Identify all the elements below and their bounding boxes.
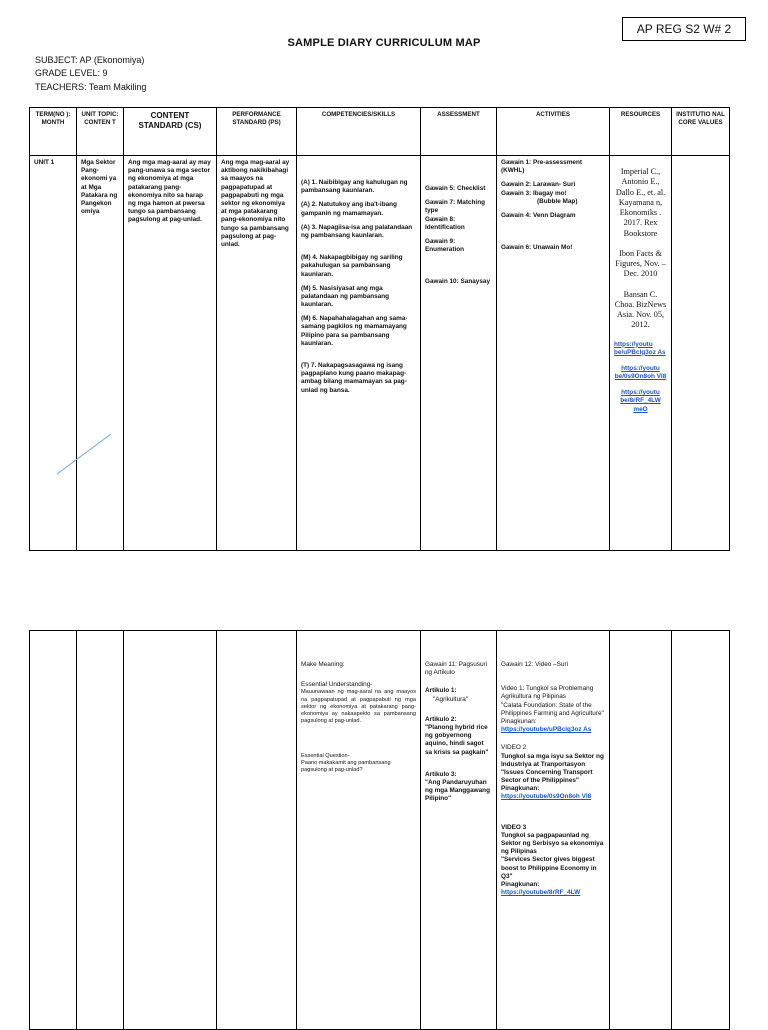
cell-topic (77, 631, 124, 1030)
curriculum-table-top (29, 107, 730, 551)
cell-core-values (672, 631, 730, 1030)
document-code: AP REG S2 W# 2 (636, 22, 732, 36)
assessment-item: Gawain 11: Pagsusuri ng Artikulo (425, 661, 488, 677)
video-title: Tungkol sa pagpapaunlad ng Sektor ng Serbisyo sa ekonomiya ng Pilipinas (501, 831, 604, 856)
cell-assessment (421, 156, 497, 551)
essential-question-label: Essential Question- (301, 753, 350, 760)
competency-item: (A) 2. Natutukoy ang iba't-ibang gampanin ng mamamayan. (301, 201, 397, 217)
activity-item: Gawain 12: Video –Suri (501, 661, 569, 668)
cell-core-values (672, 156, 730, 551)
source-label: Pinagkunan: (501, 717, 537, 725)
cell-activities (497, 631, 610, 1030)
competency-item: (M) 5. Nasisiyasat ang mga palatandaan ng pambansang kaunlaran. (301, 284, 390, 309)
cell-performance-standard: Ang mga mag-aaral ay aktibong nakikibahagi sa maayos na pagpapatupad at pagpapabuti ng mga sektor ng ekonomiya at mga patakarang pang-ekonomiya nito tungo sa pambansang pagsulong at pag-unlad. (217, 156, 297, 551)
activity-item: Gawain 3: Ibagay mo! (501, 189, 567, 197)
page-title: SAMPLE DIARY CURRICULUM MAP (287, 37, 481, 49)
col-header-activities: ACTIVITIES (497, 108, 610, 156)
article-label: Artikulo 1: (425, 687, 457, 695)
video-title: Tungkol sa mga isyu sa Sektor ng Industriya at Tranportasyon (501, 752, 604, 768)
resource-reference: Imperial C., Antonio E., Dallo E., et. al. Kayamana n, Ekonomiks . 2017. Rex Bookstore (615, 167, 666, 238)
essential-understanding-label: Essential Understanding- (301, 681, 373, 689)
video-link[interactable]: https://youtube/0s9On8oh VI8 (501, 793, 592, 801)
resource-reference: Ibon Facts & Figures, Nov. – Dec. 2010 (615, 248, 666, 279)
cell-competencies (297, 156, 421, 551)
competency-item: (A) 1. Naibibigay ang kahulugan ng pambansang kaunlaran. (301, 179, 408, 195)
teachers-line: TEACHERS: Team Makiling (35, 82, 147, 92)
article-title: "Planong hybrid rice ng gobyernong aquino, hindi sagot sa krisis sa pagkain" (425, 723, 489, 756)
activity-item: Gawain 1: Pre-assessment (KWHL) (501, 159, 582, 175)
competency-item: (A) 3. Napagiisa-isa ang palatandaan ng pambansang kaunlaran. (301, 223, 413, 239)
assessment-item: Gawain 9: Enumeration (425, 237, 465, 254)
cell-resources (610, 156, 672, 551)
grade-level-line: GRADE LEVEL: 9 (35, 68, 108, 78)
col-header-term: TERM(NO ): MONTH (30, 108, 77, 156)
video-description: "Issues Concerning Transport Sector of the Philippines" (501, 768, 593, 785)
col-header-content-standard: CONTENT STANDARD (CS) (124, 108, 217, 156)
cell-topic: Mga Sektor Pang-ekonomi ya at Mga Patakara ng Pangekon omiya (77, 156, 124, 551)
col-header-performance-standard: PERFORMANCE STANDARD (PS) (217, 108, 297, 156)
assessment-item: Gawain 7: Matching type (425, 199, 486, 215)
subject-line: SUBJECT: AP (Ekonomiya) (35, 55, 145, 65)
cell-assessment (421, 631, 497, 1030)
video-title: Video 1: Tungkol sa Problemang Agrikultura ng Pilipinas (501, 685, 594, 701)
essential-question-text: Paano makakamit ang pambansang pagsulong at pag-unlad? (301, 760, 391, 774)
article-label: Artikulo 3: (425, 770, 457, 778)
activity-item: Gawain 6: Unawain Mo! (501, 244, 573, 252)
col-header-resources: RESOURCES (610, 108, 672, 156)
cell-performance-standard (217, 631, 297, 1030)
curriculum-table-bottom (29, 630, 730, 1030)
article-title: "Ang Pandaruyuhan ng mga Manggawang Pilipino" (425, 778, 490, 803)
cell-term: UNIT 1 (30, 156, 77, 551)
resource-reference: Bansan C. Choa. BizNews Asia. Nov. 05, 2012. (614, 289, 667, 330)
activity-item: Gawain 4: Venn Diagram (501, 211, 576, 219)
col-header-assessment: ASSESSMENT (421, 108, 497, 156)
competency-item: (M) 6. Napahahalagahan ang sama-samang pagkilos ng mamamayang Pilipino para sa pambansang kaunlaran. (301, 315, 408, 347)
competency-item: (M) 4. Nakapagbibigay ng sariling pakahulugan sa pambansang kaunlaran. (301, 254, 403, 278)
video-link[interactable]: https://youtube/8rRF_4LW (501, 889, 581, 897)
pen-stroke-mark (55, 430, 115, 478)
source-label: Pinagkunan: (501, 880, 540, 888)
article-label: Artikulo 2: (425, 715, 457, 723)
make-meaning-label: Make Meaning: (301, 661, 345, 668)
col-header-core-values: INSTITUTIO NAL CORE VALUES (672, 108, 730, 156)
assessment-item: Gawain 5: Checklist (425, 185, 486, 192)
essential-understanding-text: Mauunawaan ng mag-aaral na ang maayos na pagpapatupad at pagpapabuti ng mga sektor ng ekonomiya at patakarang pang-ekonomiya ay nakaapekto sa pambansang pagsulong at pag-unlad. (301, 689, 416, 724)
cell-competencies (297, 631, 421, 1030)
col-header-competencies: COMPETENCIES/SKILLS (297, 108, 421, 156)
video-label: VIDEO 3 (501, 823, 527, 831)
video-description: "Calata Foundation: State of the Philippines Farming and Agriculture" (501, 701, 604, 717)
cell-content-standard: Ang mga mag-aaral ay may pang-unawa sa mga sector ng ekonomiya at mga patakarang pang-ekonomiya nito sa harap ng mga hamon at pwersa tungo sa pambansang pagsulong at pag-unlad. (124, 156, 217, 551)
col-header-topic: UNIT TOPIC: CONTEN T (77, 108, 124, 156)
resource-video-link[interactable]: https://youtu be/uPBclg3oz As (614, 340, 666, 356)
article-title: "Agrikultura" (433, 695, 469, 703)
cell-activities (497, 156, 610, 551)
assessment-item: Gawain 10: Sanaysay (425, 278, 491, 286)
activity-item: Gawain 2: Larawan- Suri (501, 181, 576, 189)
video-link[interactable]: https://youtube/uPBclg3oz As (501, 726, 592, 734)
cell-resources (610, 631, 672, 1030)
cell-term (30, 631, 77, 1030)
resource-video-link[interactable]: https://youtu be/8rRF_4LW meO (620, 389, 661, 413)
source-label: Pinagkunan: (501, 785, 540, 793)
competency-item: (T) 7. Nakapagsasagawa ng isang pagpaplano kung paano makapag-ambag bilang mamamayan sa pag-unlad ng bansa. (301, 362, 407, 394)
video-description: "Services Sector gives biggest boost to Philippine Economy in Q3" (501, 856, 597, 880)
activity-item: (Bubble Map) (537, 197, 578, 205)
resource-video-link[interactable]: https://youtu be/0s9On8oh VI8 (614, 364, 667, 381)
assessment-item: Gawain 8: Identification (425, 215, 465, 231)
cell-content-standard (124, 631, 217, 1030)
video-label: VIDEO 2 (501, 744, 527, 752)
